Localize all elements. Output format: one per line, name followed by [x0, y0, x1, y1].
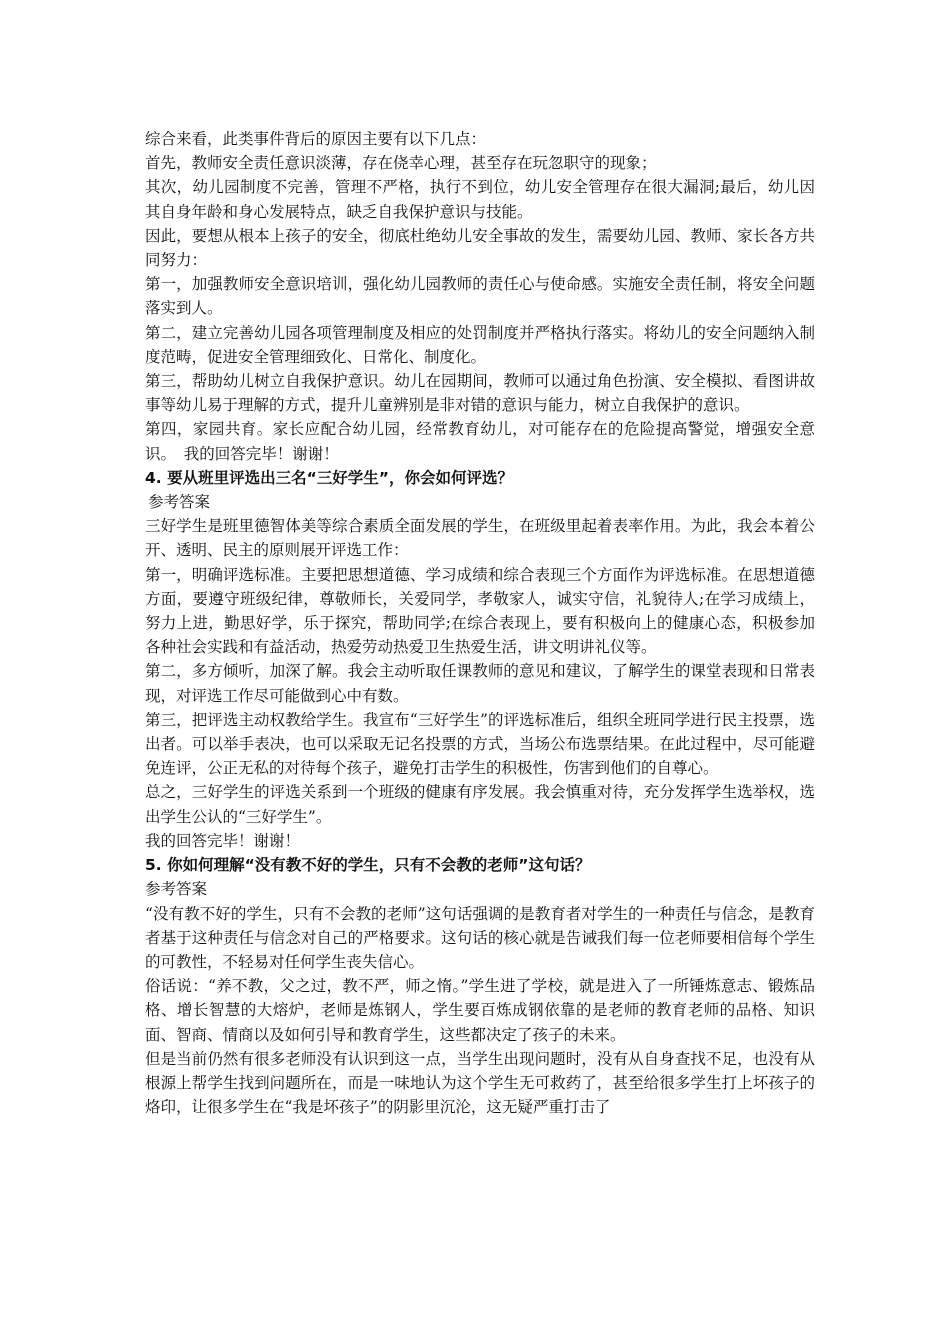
reference-answer-label: 参考答案 — [145, 880, 208, 899]
paragraph: “没有教不好的学生，只有不会教的老师”这句话强调的是教育者对学生的一种责任与信念，是教育者基于这种责任与信念对自己的严格要求。这句话的核心就是告诫我们每一位老师要相信每个学生的可教性，不轻易对任何学生丧失信心。 — [145, 904, 815, 971]
reference-answer-label: 参考答案 — [148, 493, 211, 512]
paragraph: 第三，把评选主动权教给学生。我宣布“三好学生”的评选标准后，组织全班同学进行民主投票，选出者。可以举手表决，也可以采取无记名投票的方式，当场公布选票结果。在此过程中，尽可能避免连评，公正无私的对待每个孩子，避免打击学生的积极性，伤害到他们的自尊心。 — [145, 710, 815, 778]
paragraph: 第二，建立完善幼儿园各项管理制度及相应的处罚制度并严格执行落实。将幼儿的安全问题纳入制度范畴，促进安全管理细致化、日常化、制度化。 — [145, 323, 815, 366]
paragraph: 三好学生是班里德智体美等综合素质全面发展的学生，在班级里起着表率作用。为此，我会本着公开、透明、民主的原则展开评选工作： — [145, 517, 815, 560]
paragraph: 第二，多方倾听，加深了解。我会主动听取任课教师的意见和建议，了解学生的课堂表现和日常表现，对评选工作尽可能做到心中有数。 — [145, 662, 815, 705]
paragraph: 综合来看，此类事件背后的原因主要有以下几点： — [145, 130, 487, 148]
paragraph: 总之，三好学生的评选关系到一个班级的健康有序发展。我会慎重对待，充分发挥学生选举权，选出学生公认的“三好学生”。 — [145, 783, 815, 826]
paragraph: 因此，要想从根本上孩子的安全，彻底杜绝幼儿安全事故的发生，需要幼儿园、教师、家长各方共同努力： — [145, 226, 815, 270]
paragraph: 我的回答完毕！谢谢！ — [145, 831, 301, 850]
question-heading: 5. 你如何理解“没有教不好的学生，只有不会教的老师”这句话？ — [145, 856, 591, 875]
paragraph: 第一，明确评选标准。主要把思想道德、学习成绩和综合表现三个方面作为评选标准。在思想道德方面，要遵守班级纪律，尊敬师长，关爱同学，孝敬家人，诚实守信，礼貌待人;在学习成绩上，努力上进，勤思好学，乐于探究，帮助同学;在综合表现上，要有积极向上的健康心态，积极参加各种社会实践和有益活动，热爱劳动热爱卫生热爱生活，讲文明讲礼仪等。 — [145, 565, 815, 657]
paragraph: 但是当前仍然有很多老师没有认识到这一点，当学生出现问题时，没有从自身查找不足，也没有从根源上帮学生找到问题所在，而是一味地认为这个学生无可救药了，甚至给很多学生打上坏孩子的烙印，让很多学生在“我是坏孩子”的阴影里沉沦，这无疑严重打击了 — [145, 1049, 815, 1117]
paragraph: 首先，教师安全责任意识淡薄，存在侥幸心理，甚至存在玩忽职守的现象； — [145, 154, 657, 173]
paragraph: 俗话说：“养不教，父之过，教不严，师之惰。”学生进了学校，就是进入了一所锤炼意志、锻炼品格、增长智慧的大熔炉，老师是炼钢人，学生要百炼成钢依靠的是老师的教育老师的品格、知识面、智商、情商以及如何引导和教育学生，这些都决定了孩子的未来。 — [145, 977, 815, 1044]
paragraph: 第三，帮助幼儿树立自我保护意识。幼儿在园期间，教师可以通过角色扮演、安全模拟、看图讲故事等幼儿易于理解的方式，提升儿童辨别是非对错的意识与能力，树立自我保护的意识。 — [145, 372, 815, 415]
paragraph: 第四，家园共育。家长应配合幼儿园，经常教育幼儿，对可能存在的危险提高警觉，增强安全意识。 我的回答完毕！谢谢！ — [145, 420, 815, 463]
paragraph: 其次，幼儿园制度不完善，管理不严格，执行不到位，幼儿安全管理存在很大漏洞;最后，幼儿因其自身年龄和身心发展特点，缺乏自我保护意识与技能。 — [145, 178, 815, 221]
document-body — [145, 127, 815, 1119]
paragraph: 第一，加强教师安全意识培训，强化幼儿园教师的责任心与使命感。实施安全责任制，将安全问题落实到人。 — [145, 275, 815, 318]
question-heading: 4. 要从班里评选出三名“三好学生”，你会如何评选？ — [145, 468, 513, 487]
